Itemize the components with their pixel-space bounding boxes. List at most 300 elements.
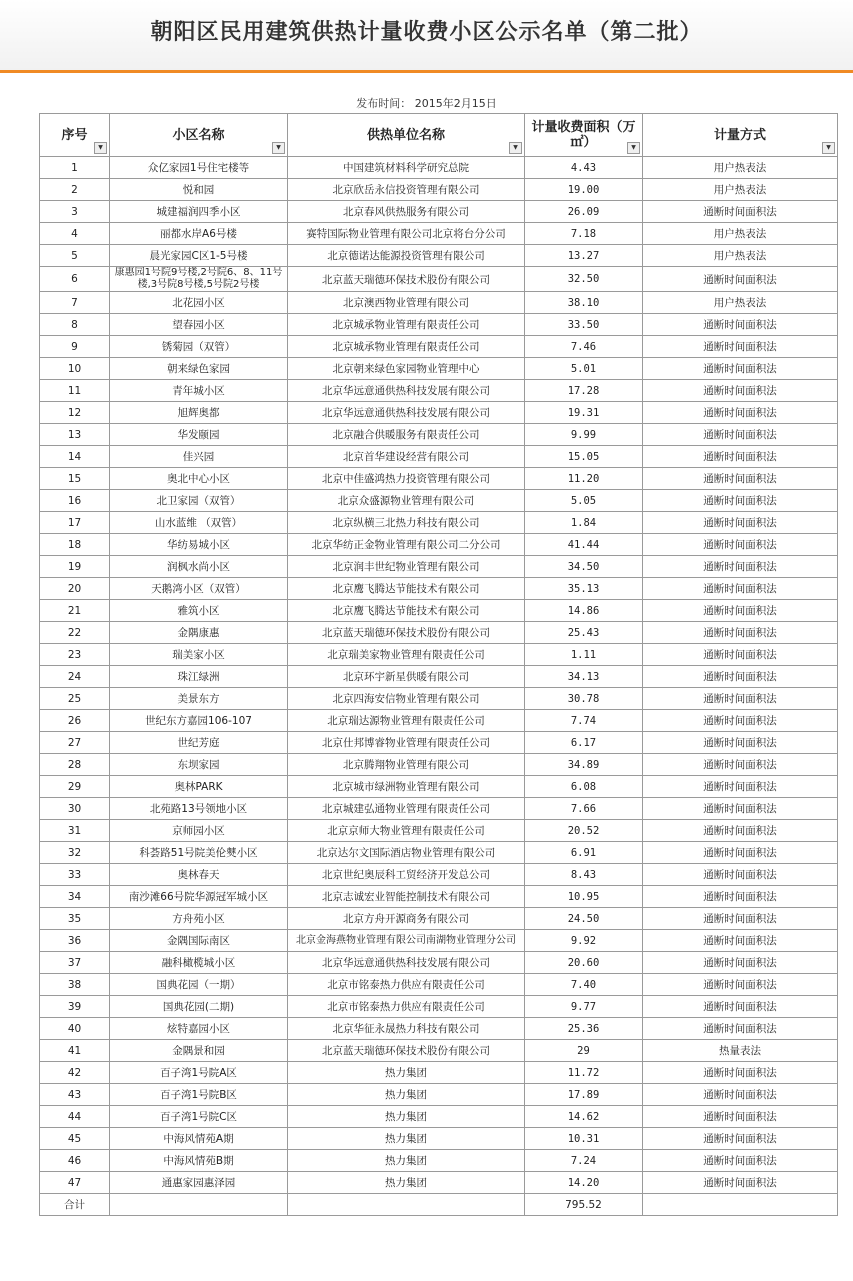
cell-company: 热力集团 [288,1106,525,1128]
filter-dropdown-icon[interactable]: ▼ [509,142,522,154]
cell-company: 北京蓝天瑞德环保技术股份有限公司 [288,1040,525,1062]
cell-method: 通断时间面积法 [643,512,838,534]
cell-area: 15.05 [525,446,643,468]
column-header-area [525,114,643,157]
cell-area: 20.52 [525,820,643,842]
table-row [40,267,838,292]
cell-method: 通断时间面积法 [643,380,838,402]
cell-method: 通断时间面积法 [643,776,838,798]
cell-method: 通断时间面积法 [643,446,838,468]
filter-dropdown-icon[interactable]: ▼ [94,142,107,154]
cell-company: 北京志诚宏业智能控制技术有限公司 [288,886,525,908]
cell-method: 通断时间面积法 [643,952,838,974]
publish-date: 发布时间： 2015年2月15日 [356,97,497,110]
cell-company: 赛特国际物业管理有限公司北京将台分公司 [288,223,525,245]
cell-community: 百子湾1号院B区 [110,1084,288,1106]
cell-method: 通断时间面积法 [643,996,838,1018]
filter-dropdown-icon[interactable]: ▼ [822,142,835,154]
table-row [40,556,838,578]
cell-no: 47 [40,1172,110,1194]
cell-community: 世纪东方嘉园106-107 [110,710,288,732]
cell-community: 佳兴园 [110,446,288,468]
cell-no: 13 [40,424,110,446]
cell-area: 1.84 [525,512,643,534]
cell-method: 通断时间面积法 [643,1018,838,1040]
cell-method: 通断时间面积法 [643,930,838,952]
table-row [40,424,838,446]
cell-method: 通断时间面积法 [643,267,838,292]
cell-area: 25.43 [525,622,643,644]
cell-area: 26.09 [525,201,643,223]
cell-method: 通断时间面积法 [643,424,838,446]
table-row [40,534,838,556]
cell-method: 通断时间面积法 [643,468,838,490]
cell-community: 中海风情苑A期 [110,1128,288,1150]
cell-community: 北苑路13号领地小区 [110,798,288,820]
cell-company: 北京仕邦博睿物业管理有限责任公司 [288,732,525,754]
cell-no: 1 [40,157,110,179]
table-row [40,490,838,512]
table-row [40,157,838,179]
cell-area: 30.78 [525,688,643,710]
cell-method: 热量表法 [643,1040,838,1062]
cell-area: 11.20 [525,468,643,490]
cell-no: 25 [40,688,110,710]
cell-method: 通断时间面积法 [643,908,838,930]
cell-community: 北卫家园（双管） [110,490,288,512]
cell-method: 通断时间面积法 [643,622,838,644]
page-title: 朝阳区民用建筑供热计量收费小区公示名单（第二批） [0,0,853,73]
cell-company: 北京澳西物业管理有限公司 [288,292,525,314]
table-row [40,1128,838,1150]
cell-company: 北京四海安信物业管理有限公司 [288,688,525,710]
cell-community: 通惠家园惠泽园 [110,1172,288,1194]
cell-company: 北京欣岳永信投资管理有限公司 [288,179,525,201]
cell-area: 17.89 [525,1084,643,1106]
cell-area: 34.89 [525,754,643,776]
cell-no: 8 [40,314,110,336]
cell-method: 通断时间面积法 [643,1062,838,1084]
total-area: 795.52 [525,1194,643,1216]
cell-area: 10.31 [525,1128,643,1150]
cell-company: 北京京师大物业管理有限责任公司 [288,820,525,842]
cell-no: 38 [40,974,110,996]
table-row [40,886,838,908]
cell-area: 6.08 [525,776,643,798]
cell-no: 11 [40,380,110,402]
cell-no: 18 [40,534,110,556]
cell-area: 5.01 [525,358,643,380]
cell-no: 28 [40,754,110,776]
cell-area: 7.74 [525,710,643,732]
cell-area: 6.17 [525,732,643,754]
cell-community: 南沙滩66号院华源冠军城小区 [110,886,288,908]
cell-company: 北京世纪奥辰科工贸经济开发总公司 [288,864,525,886]
cell-company: 北京腾翔物业管理有限公司 [288,754,525,776]
cell-community: 丽都水岸A6号楼 [110,223,288,245]
table-row [40,754,838,776]
cell-area: 19.00 [525,179,643,201]
cell-area: 5.05 [525,490,643,512]
table-row [40,446,838,468]
cell-community: 众亿家园1号住宅楼等 [110,157,288,179]
table-row [40,666,838,688]
cell-area: 38.10 [525,292,643,314]
cell-no: 24 [40,666,110,688]
cell-community: 珠江绿洲 [110,666,288,688]
cell-no: 46 [40,1150,110,1172]
cell-method: 通断时间面积法 [643,710,838,732]
cell-no: 26 [40,710,110,732]
cell-community: 京师园小区 [110,820,288,842]
table-row [40,1150,838,1172]
table-row [40,245,838,267]
cell-no: 7 [40,292,110,314]
table-row [40,201,838,223]
cell-company: 热力集团 [288,1172,525,1194]
cell-no: 36 [40,930,110,952]
cell-area: 24.50 [525,908,643,930]
cell-community: 金隅国际南区 [110,930,288,952]
table-row [40,644,838,666]
cell-area: 4.43 [525,157,643,179]
table-row [40,336,838,358]
cell-no: 6 [40,267,110,292]
cell-area: 32.50 [525,267,643,292]
cell-method: 用户热表法 [643,245,838,267]
cell-community: 百子湾1号院A区 [110,1062,288,1084]
cell-community: 华发颐园 [110,424,288,446]
cell-no: 43 [40,1084,110,1106]
cell-method: 通断时间面积法 [643,864,838,886]
cell-company: 北京蓝天瑞德环保技术股份有限公司 [288,622,525,644]
cell-company: 北京瑞美家物业管理有限责任公司 [288,644,525,666]
cell-no: 34 [40,886,110,908]
cell-no: 33 [40,864,110,886]
cell-method: 通断时间面积法 [643,666,838,688]
cell-no: 42 [40,1062,110,1084]
cell-area: 6.91 [525,842,643,864]
total-empty-cell [643,1194,838,1216]
cell-company: 北京华远意通供热科技发展有限公司 [288,402,525,424]
cell-no: 44 [40,1106,110,1128]
table-row [40,358,838,380]
cell-area: 7.46 [525,336,643,358]
cell-no: 2 [40,179,110,201]
cell-no: 12 [40,402,110,424]
table-row [40,1084,838,1106]
community-table [39,113,838,1216]
table-row [40,179,838,201]
cell-community: 城建福润四季小区 [110,201,288,223]
cell-no: 4 [40,223,110,245]
cell-community: 世纪芳庭 [110,732,288,754]
cell-method: 通断时间面积法 [643,1128,838,1150]
cell-method: 通断时间面积法 [643,201,838,223]
total-empty-cell [288,1194,525,1216]
cell-company: 北京城市绿洲物业管理有限公司 [288,776,525,798]
cell-area: 10.95 [525,886,643,908]
cell-method: 通断时间面积法 [643,534,838,556]
table-row [40,710,838,732]
cell-company: 北京环宇新星供暖有限公司 [288,666,525,688]
table-row [40,996,838,1018]
cell-community: 旭辉奥都 [110,402,288,424]
cell-no: 40 [40,1018,110,1040]
table-row [40,314,838,336]
table-row [40,600,838,622]
cell-no: 27 [40,732,110,754]
cell-no: 14 [40,446,110,468]
table-row [40,402,838,424]
cell-company: 北京众盛源物业管理有限公司 [288,490,525,512]
table-row [40,1106,838,1128]
cell-area: 17.28 [525,380,643,402]
cell-community: 金隅景和园 [110,1040,288,1062]
cell-no: 16 [40,490,110,512]
cell-company: 北京鹰飞腾达节能技术有限公司 [288,600,525,622]
table-row [40,223,838,245]
filter-dropdown-icon[interactable]: ▼ [272,142,285,154]
table-row [40,908,838,930]
cell-community: 奥林春天 [110,864,288,886]
cell-no: 15 [40,468,110,490]
column-header-label: 序号 [61,127,88,143]
cell-community: 华纺易城小区 [110,534,288,556]
table-row [40,864,838,886]
cell-method: 通断时间面积法 [643,820,838,842]
cell-community: 融科橄榄城小区 [110,952,288,974]
total-empty-cell [110,1194,288,1216]
cell-no: 31 [40,820,110,842]
cell-method: 用户热表法 [643,179,838,201]
cell-community: 天鹅湾小区（双管） [110,578,288,600]
cell-company: 北京华征永晟热力科技有限公司 [288,1018,525,1040]
table-row [40,1040,838,1062]
cell-area: 34.50 [525,556,643,578]
table-row [40,688,838,710]
cell-area: 14.86 [525,600,643,622]
cell-area: 35.13 [525,578,643,600]
cell-company: 北京纵横三北热力科技有限公司 [288,512,525,534]
column-header-company [288,114,525,157]
cell-company: 热力集团 [288,1062,525,1084]
cell-area: 8.43 [525,864,643,886]
cell-company: 北京首华建设经营有限公司 [288,446,525,468]
cell-no: 9 [40,336,110,358]
table-row [40,468,838,490]
cell-company: 北京城建弘通物业管理有限责任公司 [288,798,525,820]
table-row [40,842,838,864]
table-row [40,798,838,820]
column-header-label: 供热单位名称 [366,127,445,143]
cell-no: 30 [40,798,110,820]
cell-company: 北京蓝天瑞德环保技术股份有限公司 [288,267,525,292]
table-row [40,622,838,644]
cell-community: 美景东方 [110,688,288,710]
table-row [40,732,838,754]
column-header-label: 计量方式 [713,127,766,143]
cell-area: 9.99 [525,424,643,446]
cell-no: 22 [40,622,110,644]
cell-community: 国典花园(二期) [110,996,288,1018]
cell-community: 奥北中心小区 [110,468,288,490]
cell-community: 青年城小区 [110,380,288,402]
cell-area: 7.24 [525,1150,643,1172]
cell-company: 北京融合供暖服务有限责任公司 [288,424,525,446]
cell-no: 5 [40,245,110,267]
table-row [40,1018,838,1040]
table-row [40,380,838,402]
cell-method: 通断时间面积法 [643,974,838,996]
table-row [40,1172,838,1194]
cell-community: 奥林PARK [110,776,288,798]
table-row [40,930,838,952]
table-row [40,292,838,314]
cell-no: 21 [40,600,110,622]
total-label: 合计 [40,1194,110,1216]
cell-method: 通断时间面积法 [643,754,838,776]
table-row [40,820,838,842]
cell-community: 东坝家园 [110,754,288,776]
cell-method: 用户热表法 [643,223,838,245]
cell-area: 41.44 [525,534,643,556]
cell-company: 热力集团 [288,1084,525,1106]
cell-company: 北京城承物业管理有限责任公司 [288,314,525,336]
cell-community: 科荟路51号院美伦僰小区 [110,842,288,864]
cell-community: 望春园小区 [110,314,288,336]
cell-no: 35 [40,908,110,930]
cell-community: 百子湾1号院C区 [110,1106,288,1128]
cell-method: 通断时间面积法 [643,578,838,600]
cell-company: 热力集团 [288,1150,525,1172]
cell-method: 通断时间面积法 [643,556,838,578]
cell-community: 雅筑小区 [110,600,288,622]
cell-company: 北京华纺正金物业管理有限公司二分公司 [288,534,525,556]
cell-method: 通断时间面积法 [643,842,838,864]
cell-area: 7.66 [525,798,643,820]
cell-no: 39 [40,996,110,1018]
cell-community: 润枫水尚小区 [110,556,288,578]
cell-no: 3 [40,201,110,223]
cell-company: 北京达尔文国际酒店物业管理有限公司 [288,842,525,864]
cell-company: 中国建筑材料科学研究总院 [288,157,525,179]
table-row [40,974,838,996]
cell-community: 北花园小区 [110,292,288,314]
cell-community: 中海风情苑B期 [110,1150,288,1172]
cell-company: 北京市铭泰热力供应有限责任公司 [288,974,525,996]
column-header-label: 小区名称 [172,127,225,143]
column-header-community [110,114,288,157]
cell-company: 北京春风供热服务有限公司 [288,201,525,223]
cell-no: 29 [40,776,110,798]
cell-area: 1.11 [525,644,643,666]
table-body [40,157,838,1194]
cell-company: 北京中佳盛鸿热力投资管理有限公司 [288,468,525,490]
table-row [40,1062,838,1084]
cell-no: 19 [40,556,110,578]
cell-method: 通断时间面积法 [643,644,838,666]
cell-area: 33.50 [525,314,643,336]
cell-no: 45 [40,1128,110,1150]
cell-community: 方舟苑小区 [110,908,288,930]
cell-method: 通断时间面积法 [643,402,838,424]
cell-community: 锈菊园（双管） [110,336,288,358]
cell-method: 通断时间面积法 [643,336,838,358]
cell-company: 北京金海燕物业管理有限公司南湖物业管理分公司 [288,930,525,952]
cell-no: 41 [40,1040,110,1062]
cell-method: 通断时间面积法 [643,490,838,512]
cell-method: 用户热表法 [643,292,838,314]
cell-no: 20 [40,578,110,600]
cell-community: 晨光家园C区1-5号楼 [110,245,288,267]
cell-area: 11.72 [525,1062,643,1084]
cell-area: 20.60 [525,952,643,974]
cell-area: 14.20 [525,1172,643,1194]
cell-area: 7.40 [525,974,643,996]
cell-no: 37 [40,952,110,974]
cell-no: 23 [40,644,110,666]
cell-company: 北京朝来绿色家园物业管理中心 [288,358,525,380]
cell-method: 通断时间面积法 [643,314,838,336]
cell-community: 瑞美家小区 [110,644,288,666]
cell-method: 通断时间面积法 [643,358,838,380]
cell-area: 25.36 [525,1018,643,1040]
cell-company: 北京德诺达能源投资管理有限公司 [288,245,525,267]
table-row [40,578,838,600]
cell-area: 7.18 [525,223,643,245]
cell-area: 14.62 [525,1106,643,1128]
cell-company: 北京城承物业管理有限责任公司 [288,336,525,358]
cell-method: 通断时间面积法 [643,1106,838,1128]
cell-company: 北京润丰世纪物业管理有限公司 [288,556,525,578]
cell-community: 山水蓝维 （双管） [110,512,288,534]
cell-area: 19.31 [525,402,643,424]
cell-community: 金隅康惠 [110,622,288,644]
cell-method: 通断时间面积法 [643,886,838,908]
cell-area: 9.77 [525,996,643,1018]
cell-method: 通断时间面积法 [643,1172,838,1194]
cell-company: 北京瑞达源物业管理有限责任公司 [288,710,525,732]
cell-community: 朝来绿色家园 [110,358,288,380]
cell-company: 北京华远意通供热科技发展有限公司 [288,380,525,402]
cell-community: 康惠园1号院9号楼,2号院6、8、11号楼,3号院8号楼,5号院2号楼 [110,267,288,292]
cell-company: 北京市铭泰热力供应有限责任公司 [288,996,525,1018]
cell-method: 通断时间面积法 [643,732,838,754]
cell-area: 13.27 [525,245,643,267]
cell-company: 北京鹰飞腾达节能技术有限公司 [288,578,525,600]
cell-method: 通断时间面积法 [643,688,838,710]
cell-area: 34.13 [525,666,643,688]
cell-method: 用户热表法 [643,157,838,179]
cell-community: 国典花园（一期） [110,974,288,996]
total-row [40,1194,838,1216]
cell-company: 热力集团 [288,1128,525,1150]
cell-no: 10 [40,358,110,380]
column-header-label: 计量收费面积（万㎡） [531,120,636,150]
table-row [40,776,838,798]
filter-dropdown-icon[interactable]: ▼ [627,142,640,154]
cell-no: 17 [40,512,110,534]
column-header-no [40,114,110,157]
cell-company: 北京华远意通供热科技发展有限公司 [288,952,525,974]
table-row [40,952,838,974]
cell-company: 北京方舟开源商务有限公司 [288,908,525,930]
cell-community: 炫特嘉园小区 [110,1018,288,1040]
cell-method: 通断时间面积法 [643,798,838,820]
cell-no: 32 [40,842,110,864]
table-row [40,512,838,534]
